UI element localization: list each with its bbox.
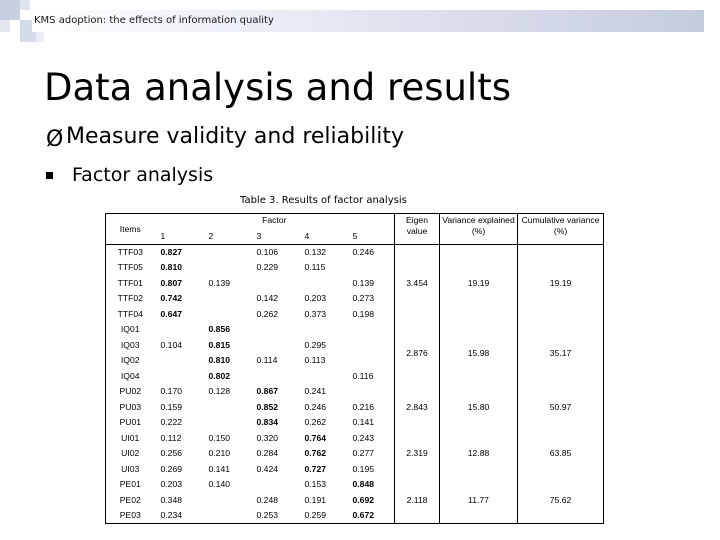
- item-cell: TTF05: [106, 260, 155, 276]
- loading-cell: 0.259: [299, 508, 347, 524]
- loading-cell: 0.373: [304, 308, 327, 319]
- eigen-value-cell: 2.876: [395, 322, 440, 384]
- cumulative-cell: 75.62: [518, 477, 604, 524]
- loading-cell: 0.141: [208, 463, 231, 474]
- loading-cell: [203, 245, 251, 261]
- table-row: [106, 384, 604, 400]
- col-header-variance: Variance explained (%): [440, 214, 518, 245]
- col-header-factor-3: 3: [251, 229, 299, 245]
- square-bullet-icon: [46, 172, 53, 179]
- loading-cell: 0.852: [256, 401, 279, 412]
- loading-cell: [203, 493, 251, 509]
- item-cell: PE03: [106, 508, 155, 524]
- loading-cell: [347, 322, 395, 338]
- item-cell: UI01: [106, 431, 155, 447]
- loading-cell: 0.203: [304, 293, 327, 304]
- loading-cell: [347, 260, 395, 276]
- loading-cell: 0.191: [304, 494, 327, 505]
- loading-cell: 0.114: [256, 355, 278, 366]
- factor-analysis-table: [105, 213, 604, 524]
- loading-cell: [203, 415, 251, 431]
- loading-cell: 0.153: [304, 479, 327, 490]
- loading-cell: 0.159: [160, 401, 183, 412]
- item-cell: IQ01: [106, 322, 155, 338]
- item-cell: UI03: [106, 462, 155, 478]
- table-row: [106, 431, 604, 447]
- loading-cell: 0.742: [160, 293, 183, 304]
- loading-cell: [203, 400, 251, 416]
- loading-cell: 0.815: [208, 339, 231, 350]
- item-cell: UI02: [106, 446, 155, 462]
- loading-cell: [347, 353, 395, 369]
- table-caption: Table 3. Results of factor analysis: [240, 195, 407, 206]
- loading-cell: 0.277: [352, 448, 375, 459]
- loading-cell: 0.139: [352, 277, 375, 288]
- loading-cell: [251, 477, 299, 493]
- eigen-value-cell: 3.454: [395, 245, 440, 323]
- col-header-factor-1: 1: [155, 229, 203, 245]
- col-header-items: Items: [106, 214, 155, 245]
- loading-cell: 0.150: [208, 432, 231, 443]
- item-cell: IQ03: [106, 338, 155, 354]
- table-row: [106, 477, 604, 493]
- col-header-cumulative: Cumulative variance (%): [518, 214, 604, 245]
- loading-cell: 0.424: [256, 463, 279, 474]
- loading-cell: 0.132: [304, 247, 327, 257]
- decor-square: [0, 0, 20, 20]
- loading-cell: 0.139: [208, 277, 231, 288]
- item-cell: TTF04: [106, 307, 155, 323]
- variance-cell: 15.80: [440, 384, 518, 431]
- loading-cell: [203, 291, 251, 307]
- loading-cell: 0.273: [352, 293, 375, 304]
- loading-cell: [251, 276, 299, 292]
- item-cell: TTF03: [106, 245, 155, 261]
- loading-cell: 0.256: [160, 448, 183, 459]
- loading-cell: 0.112: [160, 432, 182, 443]
- table-row: [106, 322, 604, 338]
- loading-cell: 0.195: [352, 463, 375, 474]
- loading-cell: 0.216: [352, 401, 375, 412]
- loading-cell: 0.269: [160, 463, 183, 474]
- item-cell: PU03: [106, 400, 155, 416]
- loading-cell: 0.234: [155, 508, 203, 524]
- loading-cell: 0.104: [160, 339, 183, 350]
- loading-cell: [299, 369, 347, 385]
- loading-cell: [155, 322, 203, 338]
- loading-cell: 0.764: [304, 432, 327, 443]
- loading-cell: 0.229: [256, 262, 279, 273]
- loading-cell: 0.140: [208, 479, 231, 490]
- item-cell: PU02: [106, 384, 155, 400]
- loading-cell: [347, 338, 395, 354]
- loading-cell: 0.802: [208, 370, 231, 381]
- decor-square: [20, 0, 30, 10]
- cumulative-cell: 63.85: [518, 431, 604, 478]
- loading-cell: 0.246: [352, 247, 375, 257]
- loading-cell: 0.810: [208, 355, 231, 366]
- loading-cell: 0.807: [160, 277, 183, 288]
- slide-header-title: KMS adoption: the effects of information quality: [34, 15, 274, 26]
- loading-cell: 0.198: [352, 308, 375, 319]
- loading-cell: 0.295: [304, 339, 327, 350]
- col-header-eigen: Eigen value: [395, 214, 440, 245]
- loading-cell: 0.320: [256, 432, 279, 443]
- loading-cell: 0.810: [160, 262, 183, 273]
- eigen-value-cell: 2.843: [395, 384, 440, 431]
- loading-cell: [251, 322, 299, 338]
- loading-cell: [203, 508, 251, 524]
- loading-cell: 0.246: [304, 401, 327, 412]
- loading-cell: [299, 322, 347, 338]
- item-cell: PE02: [106, 493, 155, 509]
- variance-cell: 12.88: [440, 431, 518, 478]
- item-cell: IQ02: [106, 353, 155, 369]
- loading-cell: 0.348: [160, 494, 183, 505]
- loading-cell: [203, 307, 251, 323]
- loading-cell: 0.241: [304, 386, 327, 397]
- loading-cell: 0.262: [304, 417, 327, 428]
- cumulative-cell: 35.17: [518, 322, 604, 384]
- loading-cell: 0.856: [208, 324, 231, 335]
- loading-cell: 0.210: [208, 448, 231, 459]
- col-header-factor: Factor: [155, 214, 395, 230]
- loading-cell: [251, 369, 299, 385]
- loading-cell: 0.672: [347, 508, 395, 524]
- item-cell: PU01: [106, 415, 155, 431]
- loading-cell: 0.170: [160, 386, 183, 397]
- item-cell: TTF02: [106, 291, 155, 307]
- eigen-value-cell: 2.118: [395, 477, 440, 524]
- bullet-measure-validity: Measure validity and reliability: [66, 124, 405, 149]
- loading-cell: 0.848: [352, 479, 375, 490]
- loading-cell: [203, 260, 251, 276]
- loading-cell: 0.128: [208, 386, 231, 397]
- cumulative-cell: 19.19: [518, 245, 604, 323]
- loading-cell: [155, 353, 203, 369]
- loading-cell: 0.692: [352, 494, 375, 505]
- loading-cell: [251, 338, 299, 354]
- loading-cell: 0.727: [304, 463, 327, 474]
- col-header-factor-4: 4: [299, 229, 347, 245]
- loading-cell: 0.762: [304, 448, 327, 459]
- bullet-factor-analysis: Factor analysis: [72, 164, 214, 186]
- page-title: Data analysis and results: [44, 66, 511, 109]
- arrow-bullet-icon: Ø: [46, 127, 64, 152]
- table-row: [106, 245, 604, 261]
- loading-cell: 0.827: [160, 247, 183, 257]
- item-cell: PE01: [106, 477, 155, 493]
- loading-cell: 0.116: [352, 370, 374, 381]
- loading-cell: 0.203: [160, 479, 183, 490]
- variance-cell: 11.77: [440, 477, 518, 524]
- item-cell: TTF01: [106, 276, 155, 292]
- loading-cell: 0.141: [352, 417, 375, 428]
- loading-cell: 0.284: [256, 448, 279, 459]
- loading-cell: 0.106: [256, 247, 279, 257]
- col-header-factor-5: 5: [347, 229, 395, 245]
- loading-cell: 0.253: [251, 508, 299, 524]
- variance-cell: 19.19: [440, 245, 518, 323]
- decor-square: [0, 20, 10, 32]
- loading-cell: 0.262: [256, 308, 279, 319]
- loading-cell: 0.647: [160, 308, 183, 319]
- loading-cell: 0.867: [256, 386, 279, 397]
- variance-cell: 15.98: [440, 322, 518, 384]
- loading-cell: 0.222: [160, 417, 183, 428]
- eigen-value-cell: 2.319: [395, 431, 440, 478]
- loading-cell: [299, 276, 347, 292]
- loading-cell: 0.248: [256, 494, 279, 505]
- loading-cell: 0.115: [304, 262, 326, 273]
- col-header-factor-2: 2: [203, 229, 251, 245]
- loading-cell: 0.834: [256, 417, 279, 428]
- loading-cell: [347, 384, 395, 400]
- loading-cell: 0.113: [304, 355, 326, 366]
- item-cell: IQ04: [106, 369, 155, 385]
- loading-cell: 0.243: [352, 432, 375, 443]
- cumulative-cell: 50.97: [518, 384, 604, 431]
- loading-cell: [155, 369, 203, 385]
- loading-cell: 0.142: [256, 293, 279, 304]
